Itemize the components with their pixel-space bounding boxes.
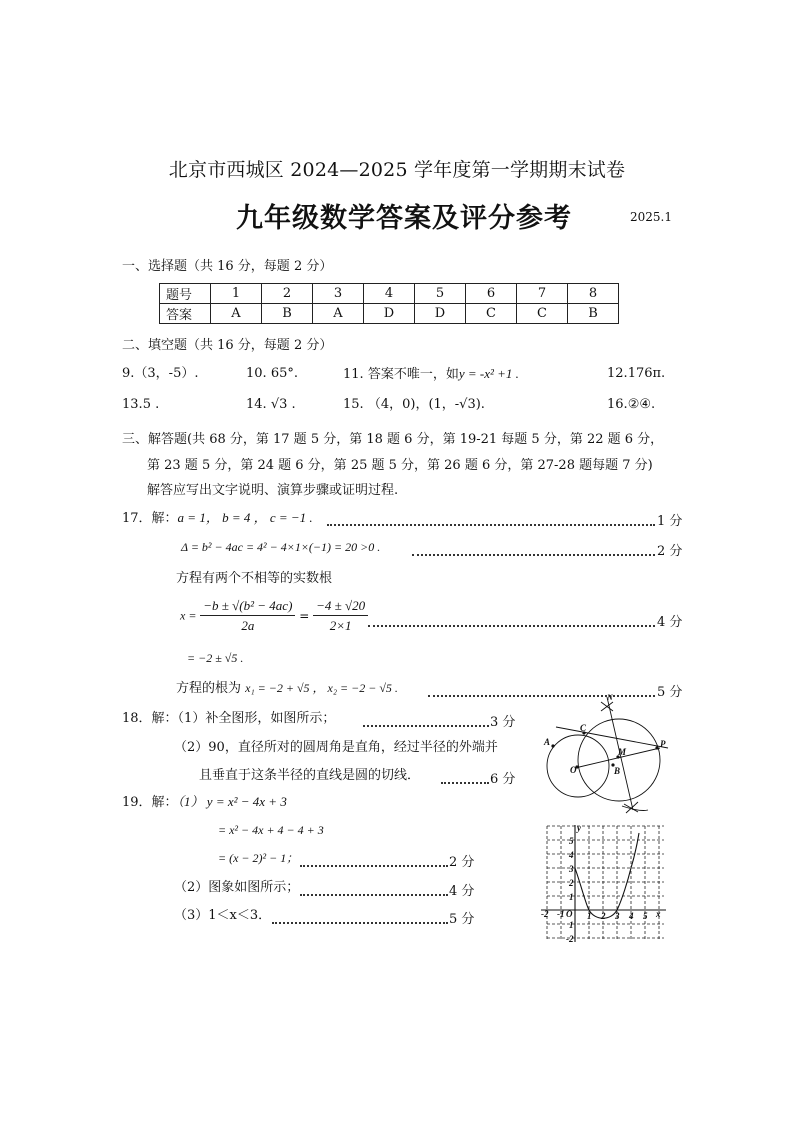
- svg-text:y: y: [577, 823, 581, 833]
- math-lhs: x =: [180, 608, 197, 623]
- math-expression: = −2 ± √5 .: [187, 651, 244, 665]
- q17-line5: [187, 651, 243, 666]
- section3-instructions: 解答应写出文字说明、演算步骤或证明过程.: [147, 483, 399, 498]
- score: 1 分: [657, 514, 683, 529]
- section3-heading-cont: 第 23 题 5 分，第 24 题 6 分，第 25 题 5 分，第 26 题 6 分，第 27-28 题每题 7 分): [147, 458, 653, 473]
- table-cell: D: [415, 304, 466, 324]
- table-cell: 1: [211, 284, 262, 304]
- q17-line1: [122, 510, 313, 527]
- exam-title: 北京市西城区 2024—2025 学年度第一学期期末试卷: [168, 159, 626, 181]
- table-cell: B: [262, 304, 313, 324]
- item-answer: ②④.: [627, 397, 656, 412]
- q19-part3: （3）1＜x＜3．: [174, 908, 272, 923]
- score: 3 分: [490, 715, 516, 730]
- table-cell: A: [313, 304, 364, 324]
- denominator: 2a: [241, 618, 255, 633]
- document-date: 2025.1: [630, 210, 672, 224]
- item-answer: （3，-5）.: [134, 366, 199, 381]
- svg-text:1: 1: [587, 911, 592, 921]
- table-cell: 5: [415, 284, 466, 304]
- table-cell: 6: [466, 284, 517, 304]
- q17-line6: [176, 680, 398, 697]
- math-expression: = (x − 2)² − 1；: [218, 851, 299, 865]
- geometry-figure: [535, 690, 675, 815]
- svg-text:5: 5: [643, 911, 648, 921]
- fill-item-11: [343, 366, 519, 383]
- svg-text:O: O: [566, 909, 573, 919]
- tangent-line-cp: [556, 727, 668, 748]
- q19-leader: [300, 851, 448, 870]
- score: 6 分: [490, 772, 516, 787]
- q19-part2: （2）图象如图所示；: [174, 880, 300, 895]
- denominator: 2×1: [329, 618, 352, 633]
- q19-step1: [218, 823, 324, 838]
- question-label: 17．解：: [122, 511, 178, 526]
- answer-table: [159, 283, 619, 324]
- numerator: −b ± √(b² − 4ac): [200, 598, 295, 616]
- q19-part1: [122, 794, 287, 811]
- section2-heading: 二、填空题（共 16 分，每题 2 分）: [122, 338, 333, 353]
- fraction: [200, 598, 295, 634]
- row-label: 题号: [160, 284, 211, 304]
- svg-text:5: 5: [569, 836, 574, 846]
- item-answer: （4，0)，(1，-√3).: [367, 397, 485, 412]
- table-cell: 3: [313, 284, 364, 304]
- label-m: M: [618, 747, 627, 757]
- table-cell: A: [211, 304, 262, 324]
- fill-item-9: [122, 366, 198, 382]
- item-number: 14.: [246, 397, 267, 412]
- item-number: 11.: [343, 367, 364, 382]
- text: （1）补全图形，如图所示；: [177, 711, 336, 726]
- circle-m: [578, 719, 660, 801]
- q18-leader: [441, 768, 489, 787]
- text: 方程的根为: [176, 681, 242, 696]
- parabola-graph: [540, 822, 670, 944]
- svg-text:4: 4: [629, 911, 634, 921]
- svg-text:3: 3: [569, 864, 574, 874]
- fill-item-15: [343, 397, 485, 413]
- item-number: 12.: [607, 366, 628, 381]
- q18-leader: [363, 711, 489, 730]
- document-title: 九年级数学答案及评分参考: [236, 203, 572, 234]
- question-label: 18．解：: [122, 711, 178, 726]
- svg-text:x: x: [656, 909, 661, 919]
- question-label: 19．解：: [122, 795, 178, 810]
- numerator: −4 ± √20: [313, 598, 368, 616]
- score: 5 分: [449, 912, 475, 927]
- svg-text:-2: -2: [566, 934, 574, 944]
- svg-text:2: 2: [601, 911, 606, 921]
- math-expression: （1） y = x² − 4x + 3: [177, 794, 287, 809]
- item-number: 15.: [343, 397, 364, 412]
- fill-item-16: [607, 397, 655, 413]
- item-number: 13.: [122, 397, 143, 412]
- table-cell: D: [364, 304, 415, 324]
- math-expression: x₁ = −2 + √5 ， x₂ = −2 − √5 .: [245, 681, 398, 695]
- q17-leader: [327, 510, 655, 529]
- item-answer: 5 .: [142, 397, 160, 412]
- svg-text:3: 3: [615, 911, 620, 921]
- q17-formula: x = $\frac{\text{−b ± √(b² − 4ac)}}{2a}$ = $\frac{-4 \pm √20}{2\times 1}$: [180, 598, 368, 634]
- label-o: O: [570, 765, 577, 775]
- q19-leader: [272, 908, 448, 927]
- q19-step2: [218, 851, 298, 866]
- table-cell: 8: [568, 284, 619, 304]
- item-answer-math: y = -x² +1 .: [458, 366, 519, 381]
- math-expression: Δ = b² − 4ac = 4² − 4×1×(−1) = 20 >0 .: [181, 540, 381, 554]
- label-p: P: [660, 739, 666, 749]
- item-number: 9.: [122, 366, 135, 381]
- section1-heading: 一、选择题（共 16 分，每题 2 分）: [122, 259, 333, 274]
- svg-text:4: 4: [569, 850, 574, 860]
- table-cell: C: [517, 304, 568, 324]
- label-c: C: [580, 723, 587, 733]
- math-expression: a = 1， b = 4 ， c = −1 .: [177, 510, 313, 525]
- row-label: 答案: [160, 304, 211, 324]
- fill-item-14: [246, 397, 296, 413]
- fill-item-12: [607, 366, 665, 382]
- table-cell: 2: [262, 284, 313, 304]
- q17-leader: [412, 540, 655, 559]
- label-n: N: [607, 693, 613, 702]
- svg-text:1: 1: [569, 920, 574, 930]
- score: 5 分: [657, 685, 683, 700]
- q17-line3: 方程有两个不相等的实数根: [176, 571, 333, 586]
- item-answer: √3 .: [270, 397, 296, 412]
- q17-line2: [181, 540, 380, 555]
- table-cell: B: [568, 304, 619, 324]
- parabola-curve: [575, 833, 639, 918]
- item-answer: 65°.: [270, 366, 299, 381]
- table-cell: 7: [517, 284, 568, 304]
- svg-text:-2: -2: [541, 909, 549, 919]
- item-number: 10.: [246, 366, 267, 381]
- item-answer: 176π.: [627, 366, 666, 381]
- table-cell: C: [466, 304, 517, 324]
- item-number: 16.: [607, 397, 628, 412]
- q18-part2: （2）90，直径所对的圆周角是直角，经过半径的外端并: [174, 740, 498, 755]
- score: 4 分: [449, 884, 475, 899]
- score: 2 分: [657, 544, 683, 559]
- score: 2 分: [449, 855, 475, 870]
- item-answer-text: 答案不唯一，如: [367, 367, 459, 382]
- arc-mark-top: [601, 702, 613, 711]
- svg-text:2: 2: [569, 878, 574, 888]
- fill-item-10: [246, 366, 298, 382]
- arc-bottom: [622, 806, 648, 811]
- svg-text:-1: -1: [557, 909, 565, 919]
- q18-part1: [122, 711, 335, 727]
- q19-leader: [300, 880, 448, 899]
- q18-part2-cont: 且垂直于这条半径的直线是圆的切线．: [199, 768, 421, 783]
- svg-text:1: 1: [569, 892, 574, 902]
- math-expression: = x² − 4x + 4 − 4 + 3: [218, 823, 324, 837]
- table-row-numbers: [160, 284, 619, 304]
- fraction: [313, 598, 368, 634]
- table-row-answers: [160, 304, 619, 324]
- label-b: B: [614, 766, 621, 776]
- score: 4 分: [657, 615, 683, 630]
- table-cell: 4: [364, 284, 415, 304]
- fill-item-13: [122, 397, 159, 413]
- section3-heading: 三、解答题(共 68 分，第 17 题 5 分，第 18 题 6 分，第 19-21 每题 5 分，第 22 题 6 分，: [122, 432, 664, 447]
- q17-leader: [368, 611, 655, 630]
- label-a: A: [544, 737, 551, 747]
